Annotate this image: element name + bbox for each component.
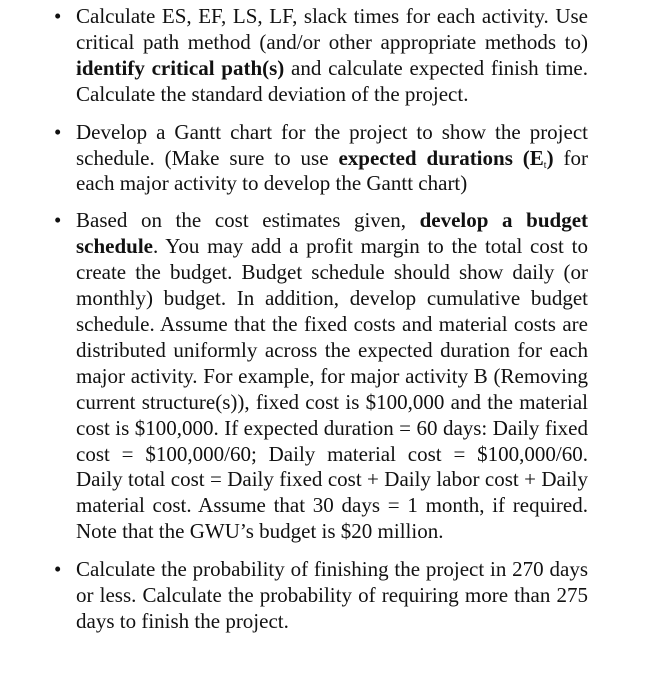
bullet-icon: • xyxy=(54,119,62,144)
bullet-icon: • xyxy=(54,4,62,28)
item-text: Based on the cost estimates given, xyxy=(76,208,420,233)
bullet-icon: • xyxy=(54,557,62,582)
bullet-item-probability xyxy=(0,557,650,635)
item-text: Calculate the probability of finishing the project in 270 days or less. Calculate the probability of requiring more than 275 days to finish the project. xyxy=(76,557,588,633)
item-text: for each major activity to develop the Gantt chart) xyxy=(76,145,588,196)
item-text: and calculate expected finish time. Calculate the standard deviation of the project. xyxy=(76,55,588,106)
bullet-item-gantt-chart xyxy=(0,120,650,198)
bullet-icon: • xyxy=(54,208,62,233)
item-bold-text: develop a budget schedule xyxy=(76,208,589,259)
bullet-item-critical-path xyxy=(0,0,650,108)
bullet-item-budget-schedule xyxy=(0,208,650,545)
item-bold-text: identify critical path(s) xyxy=(76,55,285,80)
item-text: Develop a Gantt chart for the project to show the project schedule. (Make sure to use xyxy=(76,119,588,170)
item-text: . You may add a profit margin to the total cost to create the budget. Budget schedule should show daily (or monthly) budget. In addition, develop cumulative budget schedule. Assume that the fixed costs and material costs are distributed uniformly across the expected duration for each major activity. For example, for major activity B (Removing current structure(s)), fixed cost is $100,000 and the material cost is $100,000. If expected duration = 60 days: Daily fixed cost = $100,000/60; Daily material cost = $100,000/60. Daily total cost = Daily fixed cost + Daily labor cost + Daily material cost. Assume that 30 days = 1 month, if required. Note that the GWU’s budget is $20 million. xyxy=(76,234,588,544)
subscript-t: t xyxy=(543,159,547,171)
item-text: Calculate ES, EF, LS, LF, slack times for each activity. Use critical path method (and/or other appropriate methods to) xyxy=(76,4,588,54)
item-bold-text: expected durations (E xyxy=(338,145,544,170)
item-bold-text: ) xyxy=(546,145,554,170)
